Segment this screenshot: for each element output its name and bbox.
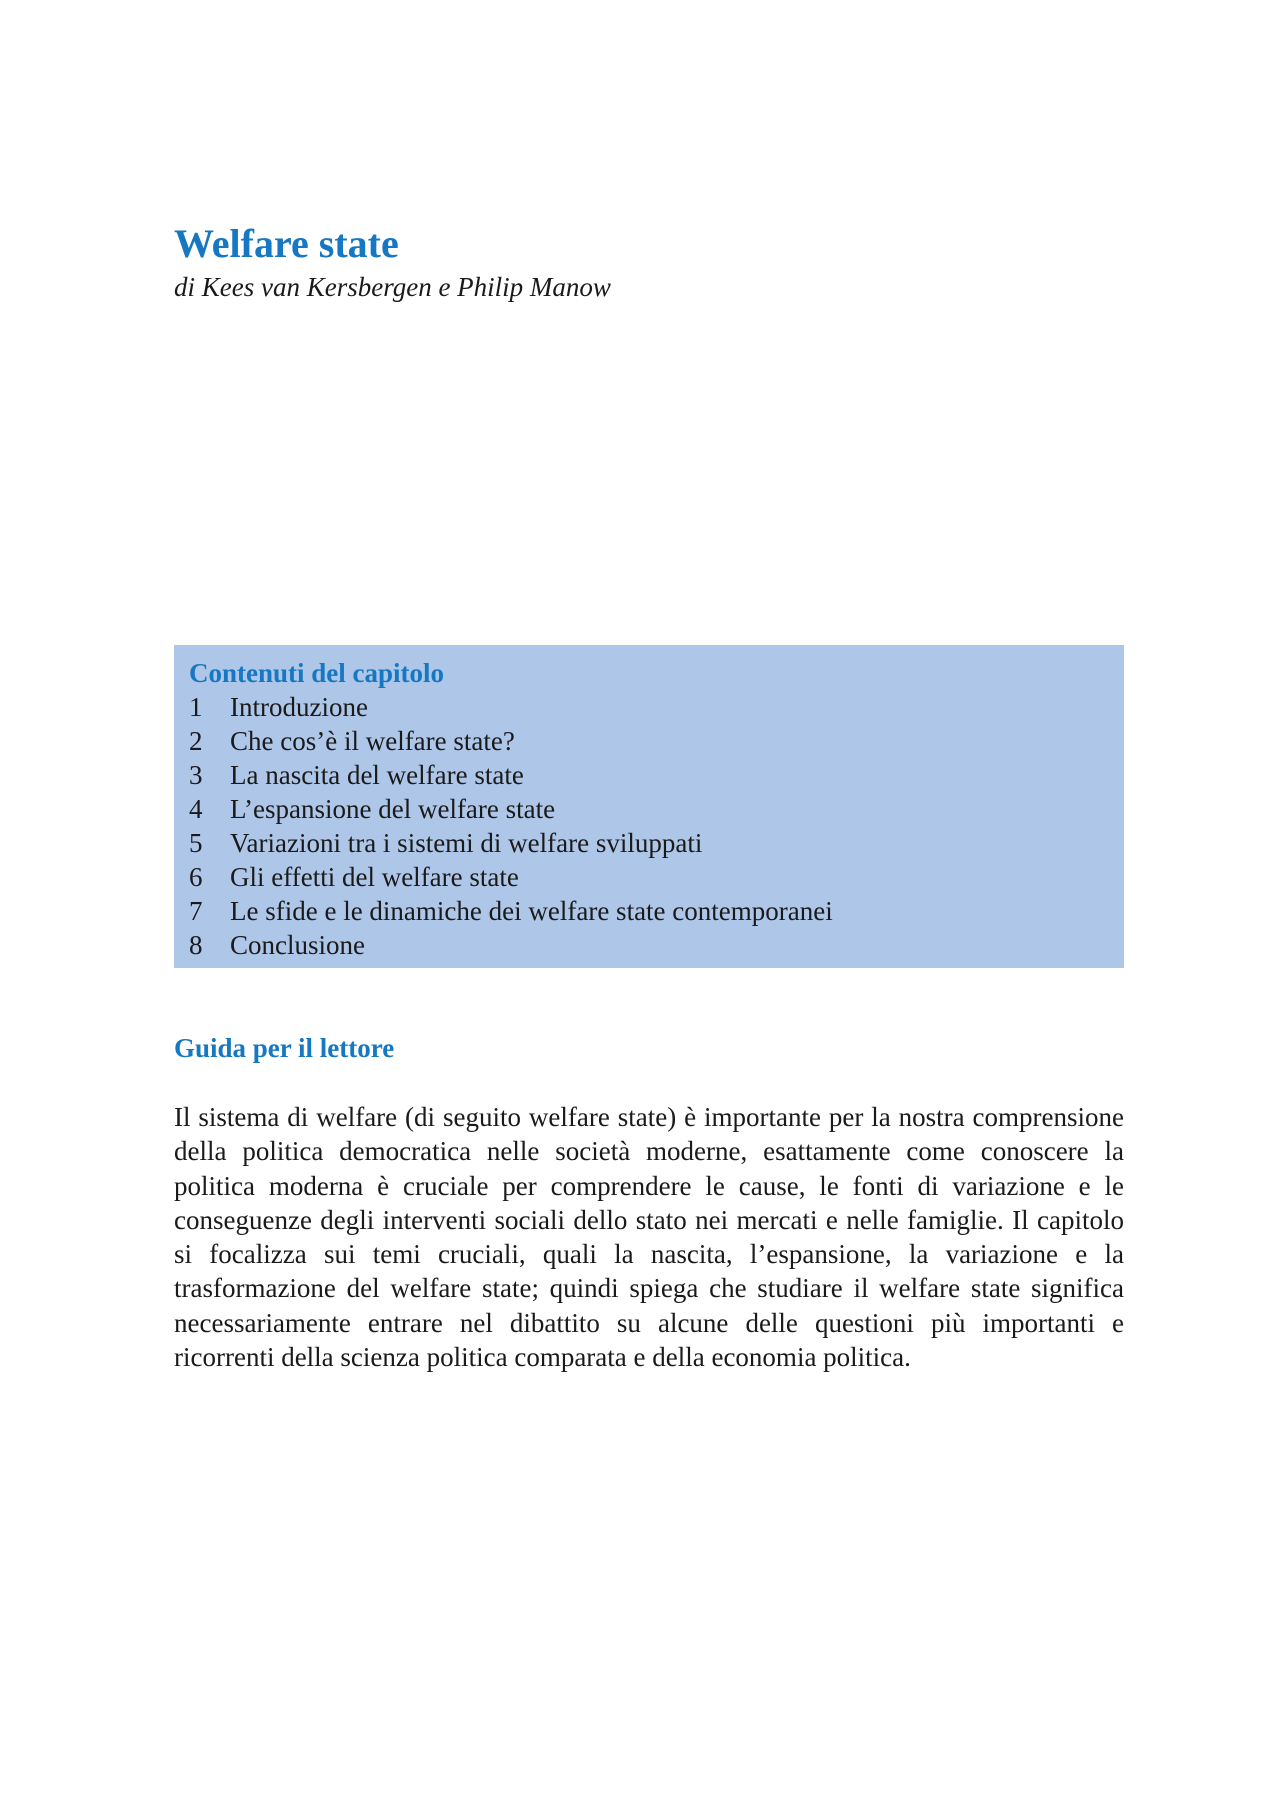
contents-item-number: 5 — [189, 828, 203, 858]
contents-heading: Contenuti del capitolo — [189, 658, 445, 688]
reader-guide-heading: Guida per il lettore — [174, 1033, 395, 1063]
contents-item-label: Variazioni tra i sistemi di welfare sviluppati — [230, 828, 703, 858]
contents-item-label: Conclusione — [230, 930, 365, 960]
contents-item-label: L’espansione del welfare state — [230, 794, 556, 824]
contents-item-number: 8 — [189, 930, 203, 960]
contents-item-number: 7 — [189, 896, 203, 926]
contents-item-number: 4 — [189, 794, 203, 824]
contents-item — [189, 826, 1109, 860]
contents-item-label: Gli effetti del welfare state — [230, 862, 519, 892]
contents-item-number: 1 — [189, 692, 203, 722]
contents-item — [189, 724, 1109, 758]
chapter-contents-box — [174, 645, 1124, 968]
contents-item-label: Che cos’è il welfare state? — [230, 726, 515, 756]
contents-item — [189, 758, 1109, 792]
contents-item-number: 3 — [189, 760, 203, 790]
contents-item-number: 6 — [189, 862, 203, 892]
contents-list — [189, 690, 1109, 962]
reader-guide-paragraph: Il sistema di welfare (di seguito welfare state) è importante per la nostra comprensione della politica democratica nelle società moderne, esattamente come conoscere la politica moderna è cruciale per comprendere le cause, le fonti di variazione e le conseguenze degli interventi sociali dello stato nei mercati e nelle famiglie. Il capitolo si focalizza sui temi cruciali, quali la nascita, l’espansione, la variazione e la trasformazione del welfare state; quindi spiega che studiare il welfare state significa necessariamente entrare nel dibattito su alcune delle questioni più importanti e ricorrenti della scienza politica comparata e della economia politica. — [174, 1102, 1124, 1373]
contents-item — [189, 690, 1109, 724]
contents-item-label: Le sfide e le dinamiche dei welfare state contemporanei — [230, 896, 833, 926]
contents-item-number: 2 — [189, 726, 203, 756]
contents-item — [189, 894, 1109, 928]
contents-item — [189, 860, 1109, 894]
contents-item-label: La nascita del welfare state — [230, 760, 524, 790]
contents-item — [189, 792, 1109, 826]
contents-item — [189, 928, 1109, 962]
chapter-title: Welfare state — [174, 221, 399, 266]
chapter-authors: di Kees van Kersbergen e Philip Manow — [174, 272, 611, 302]
contents-item-label: Introduzione — [230, 692, 368, 722]
